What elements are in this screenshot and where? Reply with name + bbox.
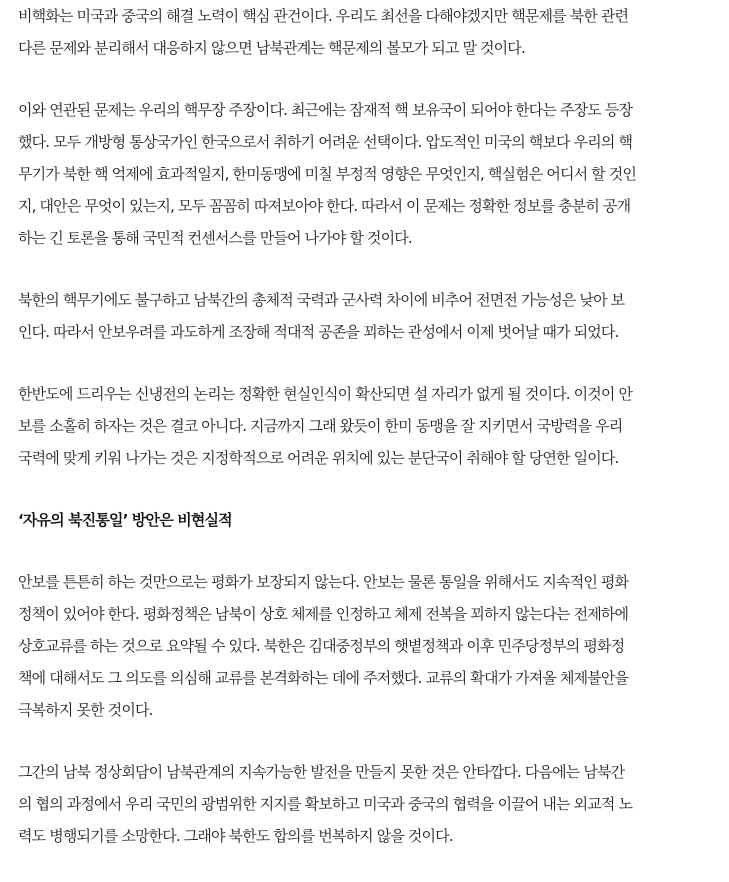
text-line: 인다. 따라서 안보우려를 과도하게 조장해 적대적 공존을 꾀하는 관성에서 이제 벗어날 때가 되었다. <box>18 323 619 341</box>
text-line: 했다. 모두 개방형 통상국가인 한국으로서 취하기 어려운 선택이다. 압도적인 미국의 핵보다 우리의 핵 <box>18 133 633 151</box>
text-line: 보를 소홀히 하자는 것은 결코 아니다. 지금까지 그래 왔듯이 한미 동맹을 잘 지키면서 국방력을 우리 <box>18 417 623 435</box>
text-line: 상호교류를 하는 것으로 요약될 수 있다. 북한은 김대중정부의 햇볕정책과 이후 민주당정부의 평화정 <box>18 637 625 655</box>
text-line: 다른 문제와 분리해서 대응하지 않으면 남북관계는 핵문제의 볼모가 되고 말 것이다. <box>18 39 525 57</box>
text-line: 북한의 핵무기에도 불구하고 남북간의 총체적 국력과 군사력 차이에 비추어 전면전 가능성은 낮아 보 <box>18 291 625 309</box>
text-line: 정책이 있어야 한다. 평화정책은 남북이 상호 체제를 인정하고 체제 전복을 꾀하지 않는다는 전제하에 <box>18 605 629 623</box>
text-line: 하는 긴 토론을 통해 국민적 컨센서스를 만들어 나가야 할 것이다. <box>18 229 412 247</box>
text-line: 국력에 맞게 키워 나가는 것은 지정학적으로 어려운 위치에 있는 분단국이 취해야 할 당연한 일이다. <box>18 449 619 467</box>
text-line: 한반도에 드리우는 신냉전의 논리는 정확한 현실인식이 확산되면 설 자리가 없게 될 것이다. 이것이 안 <box>18 385 633 403</box>
text-line: 안보를 튼튼히 하는 것만으로는 평화가 보장되지 않는다. 안보는 물론 통일을 위해서도 지속적인 평화 <box>18 573 629 591</box>
text-line: 이와 연관된 문제는 우리의 핵무장 주장이다. 최근에는 잠재적 핵 보유국이 되어야 한다는 주장도 등장 <box>18 101 633 119</box>
paragraph-denuclearization <box>18 0 718 64</box>
text-line: 무기가 북한 핵 억제에 효과적일지, 한미동맹에 미칠 부정적 영향은 무엇인지, 핵실험은 어디서 할 것인 <box>18 165 637 183</box>
text-line: 력도 병행되기를 소망한다. 그래야 북한도 합의를 번복하지 않을 것이다. <box>18 827 453 845</box>
paragraph-peace-policy <box>18 566 718 726</box>
text-line: 책에 대해서도 그 의도를 의심해 교류를 본격화하는 데에 주저했다. 교류의 확대가 가져올 체제불안을 <box>18 669 629 687</box>
paragraph-new-cold-war <box>18 378 718 474</box>
paragraph-nuclear-armament <box>18 94 718 254</box>
section-subheading: ‘자유의 북진통일’ 방안은 비현실적 <box>18 511 232 529</box>
text-line: 그간의 남북 정상회담이 남북관계의 지속가능한 발전을 만들지 못한 것은 안타깝다. 다음에는 남북간 <box>18 763 625 781</box>
text-line: 비핵화는 미국과 중국의 해결 노력이 핵심 관건이다. 우리도 최선을 다해야겠지만 핵문제를 북한 관련 <box>18 7 629 25</box>
article-body <box>18 0 718 882</box>
paragraph-summit <box>18 756 718 852</box>
text-line: 지, 대안은 무엇이 있는지, 모두 꼼꼼히 따져보아야 한다. 따라서 이 문제는 정확한 정보를 충분히 공개 <box>18 197 631 215</box>
text-line: 극복하지 못한 것이다. <box>18 701 153 719</box>
text-line: 의 협의 과정에서 우리 국민의 광범위한 지지를 확보하고 미국과 중국의 협력을 이끌어 내는 외교적 노 <box>18 795 633 813</box>
paragraph-war-possibility <box>18 284 718 348</box>
